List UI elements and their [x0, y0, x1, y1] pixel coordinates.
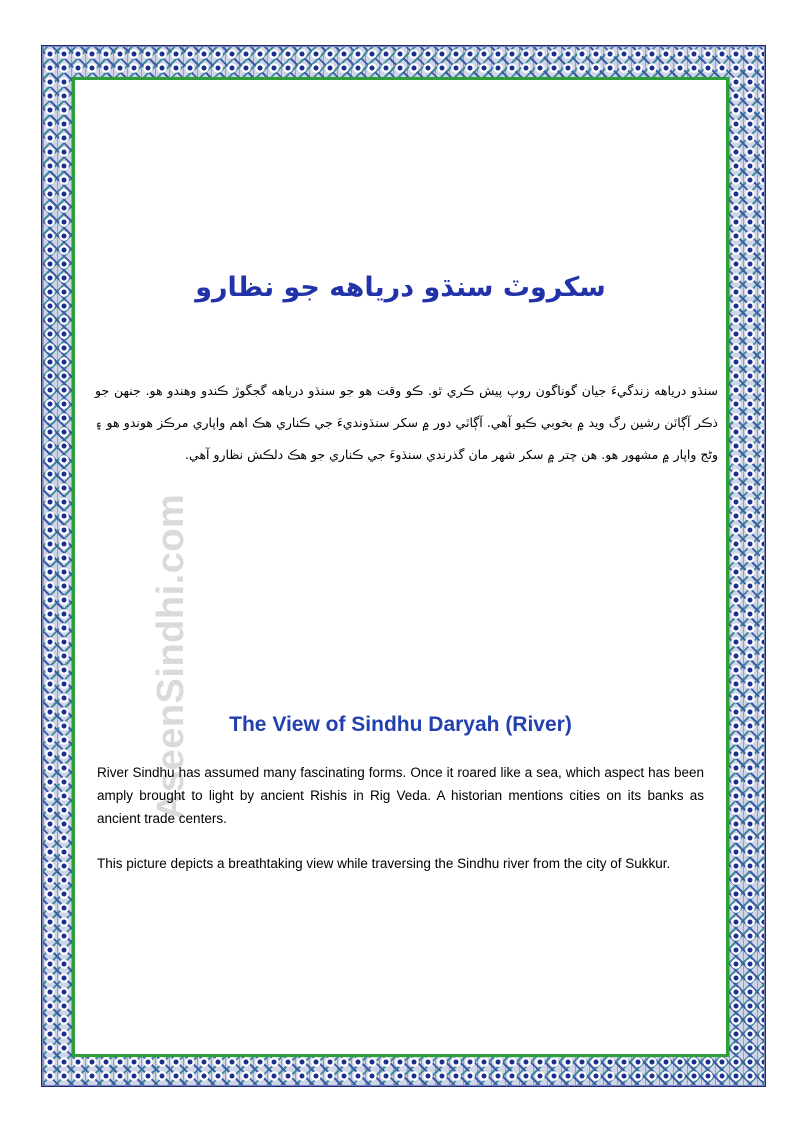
- sindhi-title: سکروٽ سنڌو درياهه جو نظارو: [195, 272, 606, 303]
- page-content: [72, 77, 729, 1057]
- sindhi-paragraph: سنڌو درياهه زندگيءَ جيان گوناگون روپ پيش ڪري ٿو. ڪو وقت هو جو سنڌو درياهه گجگوڙ ڪندو وهندو هو. جنهن جو ذڪر آڳاٽن رشين رگ ويد ۾ بخوبي ڪيو آهي. آڳاٽي دور ۾ سکر سنڌونديءَ جي ڪناري هڪ اهم واپاري مرڪز هوندو هو ۽ وڻج واپار ۾ مشهور هو. هن چتر ۾ سکر شهر مان گذرندي سنڌوءَ جي ڪناري جو هڪ دلڪش نظارو آهي.: [95, 383, 718, 462]
- english-title: The View of Sindhu Daryah (River): [229, 713, 572, 736]
- watermark: AseenSindhi.com: [150, 493, 192, 820]
- english-paragraph-2: This picture depicts a breathtaking view while traversing the Sindhu river from the city of Sukkur.: [97, 856, 671, 871]
- english-paragraph-1: River Sindhu has assumed many fascinating forms. Once it roared like a sea, which aspect has been amply brought to light by ancient Rishis in Rig Veda. A historian mentions cities on its banks as ancient trade centers.: [97, 765, 704, 826]
